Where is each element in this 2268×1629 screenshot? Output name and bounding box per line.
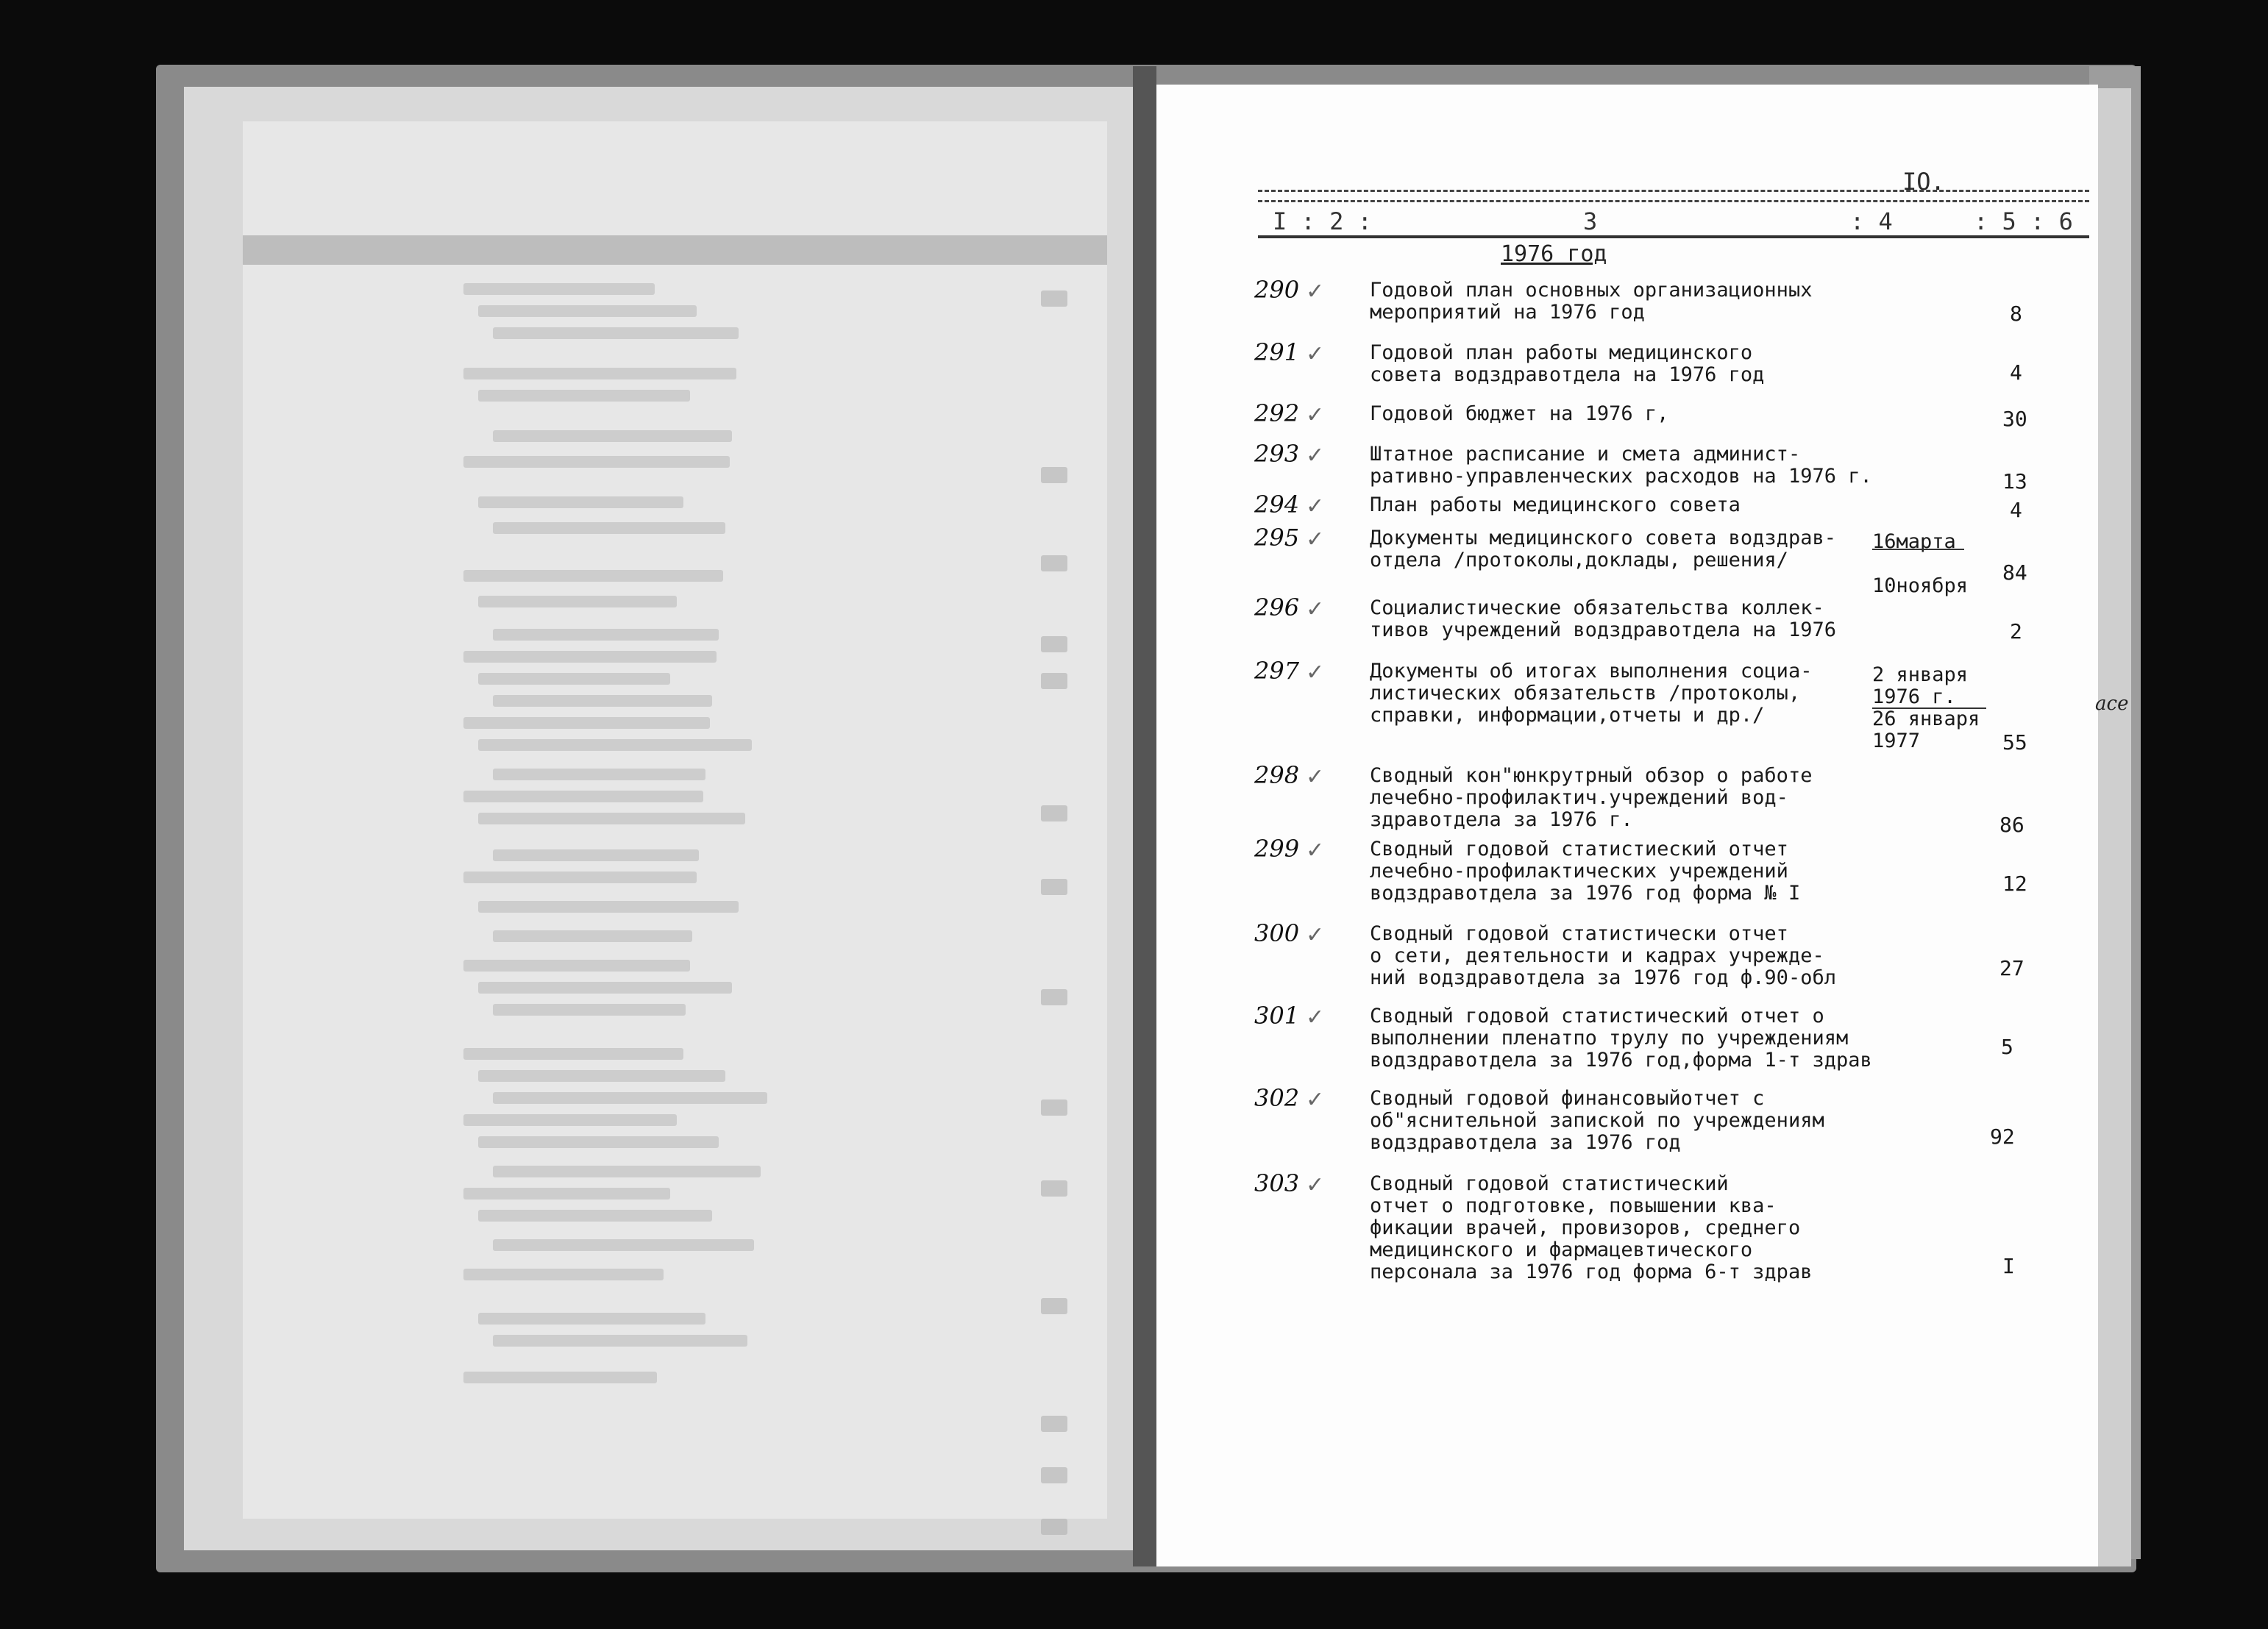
ghost-text-line (478, 305, 697, 317)
ghost-text-line (478, 1070, 725, 1082)
ghost-text-line (493, 1092, 767, 1104)
ghost-text-line (463, 283, 655, 295)
checkmark-icon: ✓ (1306, 279, 1325, 304)
ghost-number (1041, 805, 1067, 821)
entry-dates: 2 января 1976 г. 26 января 1977 (1872, 663, 1980, 752)
ghost-text-line (463, 570, 723, 582)
ghost-text-line (478, 673, 670, 685)
entry-number: 296 (1254, 594, 1300, 621)
ghost-text-line (478, 739, 752, 751)
entry-title: Сводный годовой статистиеский отчет лечебно-профилактических учреждений водздравотдела за 1976 год форма № I (1370, 838, 1801, 905)
ghost-number (1041, 636, 1067, 652)
checkmark-icon: ✓ (1306, 922, 1325, 948)
section-heading-year: 1976 год (1501, 241, 1607, 267)
entry-title: Годовой план работы медицинского совета водздравотдела на 1976 год (1370, 341, 1765, 386)
ghost-number (1041, 673, 1067, 689)
checkmark-icon: ✓ (1306, 493, 1325, 519)
checkmark-icon: ✓ (1306, 527, 1325, 552)
entry-sheet-count: 84 (2002, 560, 2027, 585)
checkmark-icon: ✓ (1306, 341, 1325, 367)
entry-sheet-count: 86 (1999, 813, 2025, 837)
entry-number: 303 (1254, 1169, 1300, 1197)
ghost-text-line (463, 717, 710, 729)
entry-number: 298 (1254, 761, 1300, 789)
entry-number: 290 (1254, 276, 1300, 304)
right-page-edges (2098, 88, 2131, 1566)
entry-sheet-count: 12 (2002, 871, 2027, 896)
entry-title: Сводный кон"юнкрутрный обзор о работе лечебно-профилактич.учреждений вод- здравотдела за 1976 г. (1370, 764, 1813, 831)
ghost-text-line (478, 813, 745, 824)
ghost-text-line (493, 1166, 761, 1177)
checkmark-icon: ✓ (1306, 1005, 1325, 1030)
ghost-number (1041, 467, 1067, 483)
ghost-text-line (478, 901, 739, 913)
ghost-number (1041, 1467, 1067, 1483)
checkmark-icon: ✓ (1306, 838, 1325, 863)
entry-title: Документы об итогах выполнения социа- листических обязательств /протоколы, справки, информации,отчеты и др./ (1370, 660, 1813, 727)
entry-sheet-count: 4 (2010, 498, 2022, 522)
ghost-text-line (463, 791, 703, 802)
entry-title: Годовой бюджет на 1976 г, (1370, 402, 1669, 425)
entry-number: 301 (1254, 1002, 1300, 1030)
left-page-ghost-text (243, 121, 1107, 1519)
ghost-text-line (478, 496, 683, 508)
entry-number: 299 (1254, 835, 1300, 863)
entry-number: 297 (1254, 657, 1300, 685)
column-header-5-6: : 5 : 6 (1974, 207, 2073, 235)
entry-sheet-count: 30 (2002, 407, 2027, 431)
ghost-text-line (493, 430, 732, 442)
column-header-4: : 4 (1850, 207, 1893, 235)
left-sheet-translucent (243, 121, 1107, 1519)
ghost-text-line (478, 390, 690, 402)
ghost-text-line (478, 982, 732, 994)
checkmark-icon: ✓ (1306, 660, 1325, 685)
entry-sheet-count: 8 (2010, 302, 2022, 326)
entry-title: Сводный годовой статистически отчет о сети, деятельности и кадрах учрежде- ний водздравотдела за 1976 год ф.90-обл (1370, 922, 1836, 989)
entry-title: Сводный годовой финансовыйотчет с об"яснительной запиской по учреждениям водздравотдела за 1976 год (1370, 1087, 1824, 1154)
ghost-text-line (463, 456, 730, 468)
entry-number: 302 (1254, 1084, 1300, 1112)
ghost-text-line (493, 327, 739, 339)
entry-sheet-count: 4 (2010, 360, 2022, 385)
ghost-text-line (493, 769, 705, 780)
page-number: IO. (1902, 168, 1945, 196)
entry-number: 292 (1254, 399, 1300, 427)
entry-title: Документы медицинского совета водздрав- отдела /протоколы,доклады, решения/ (1370, 527, 1836, 571)
ghost-number (1041, 1099, 1067, 1116)
table-top-rule-upper (1258, 190, 2089, 192)
checkmark-icon: ✓ (1306, 764, 1325, 790)
entry-number: 291 (1254, 338, 1300, 366)
ghost-number (1041, 1519, 1067, 1535)
ghost-number (1041, 1180, 1067, 1197)
checkmark-icon: ✓ (1306, 1172, 1325, 1198)
entry-sheet-count: 55 (2002, 730, 2027, 755)
entry-title: Сводный годовой статистический отчет о подготовке, повышении ква- фикации врачей, провизоров, среднего медицинского и фармацевтического персонала за 1976 год форма 6-т здрав (1370, 1172, 1813, 1283)
entry-number: 300 (1254, 919, 1300, 947)
checkmark-icon: ✓ (1306, 596, 1325, 622)
entry-sheet-count: 2 (2010, 619, 2022, 644)
ghost-text-line (463, 368, 736, 379)
entry-dates: 16марта 10ноября (1872, 530, 1969, 597)
ghost-text-line (493, 629, 719, 641)
ghost-text-line (478, 1210, 712, 1222)
entry-sheet-count: 27 (1999, 956, 2025, 980)
entry-title: Сводный годовой статистический отчет о выполнении пленатпо трулу по учреждениям водздравотдела за 1976 год,форма 1-т здрав (1370, 1005, 1872, 1072)
date-range-rule (1872, 549, 1964, 550)
ghost-text-line (493, 930, 692, 942)
entry-sheet-count: 5 (2001, 1035, 2013, 1059)
entry-sheet-count: I (2002, 1254, 2015, 1278)
ghost-text-line (478, 1313, 705, 1325)
checkmark-icon: ✓ (1306, 1087, 1325, 1113)
entry-number: 294 (1254, 491, 1300, 518)
entry-title: Штатное расписание и смета админист- ративно-управленческих расходов на 1976 г. (1370, 443, 1872, 488)
ghost-text-line (493, 695, 712, 707)
ghost-text-line (463, 1048, 683, 1060)
entry-title: Годовой план основных организационных мероприятий на 1976 год (1370, 279, 1813, 324)
ghost-text-line (463, 960, 690, 972)
ghost-number (1041, 879, 1067, 895)
margin-handwritten-note: ace (2095, 693, 2129, 715)
ghost-number (1041, 1298, 1067, 1314)
ghost-text-line (463, 1269, 664, 1280)
entry-sheet-count: 92 (1990, 1124, 2015, 1149)
ghost-number (1041, 555, 1067, 571)
entry-sheet-count: 13 (2002, 469, 2027, 493)
ghost-text-line (493, 1335, 747, 1347)
ghost-number (1041, 1416, 1067, 1432)
table-header-rule (1258, 235, 2089, 238)
ghost-text-line (493, 1239, 754, 1251)
ghost-text-line (493, 1004, 686, 1016)
ghost-number (1041, 989, 1067, 1005)
ghost-text-line (493, 849, 699, 861)
ghost-text-line (463, 1372, 657, 1383)
column-header-3: 3 (1583, 207, 1598, 235)
ghost-text-line (478, 1136, 719, 1148)
date-range-rule (1872, 707, 1986, 709)
ghost-text-line (463, 651, 717, 663)
entry-number: 295 (1254, 524, 1300, 552)
ghost-text-line (463, 871, 697, 883)
entry-number: 293 (1254, 440, 1300, 468)
ghost-text-line (478, 596, 677, 607)
ghost-text-line (463, 1188, 670, 1200)
column-header-1-2: I : 2 : (1273, 207, 1372, 235)
ghost-text-line (493, 522, 725, 534)
book-gutter (1133, 66, 1156, 1566)
ghost-text-line (463, 1114, 677, 1126)
table-top-rule (1258, 200, 2089, 202)
entry-title: Социалистические обязательства коллек- тивов учреждений водздравотдела на 1976 (1370, 596, 1836, 641)
entry-title: План работы медицинского совета (1370, 493, 1741, 516)
left-header-band (243, 235, 1107, 265)
ghost-number (1041, 290, 1067, 307)
checkmark-icon: ✓ (1306, 402, 1325, 428)
checkmark-icon: ✓ (1306, 443, 1325, 468)
